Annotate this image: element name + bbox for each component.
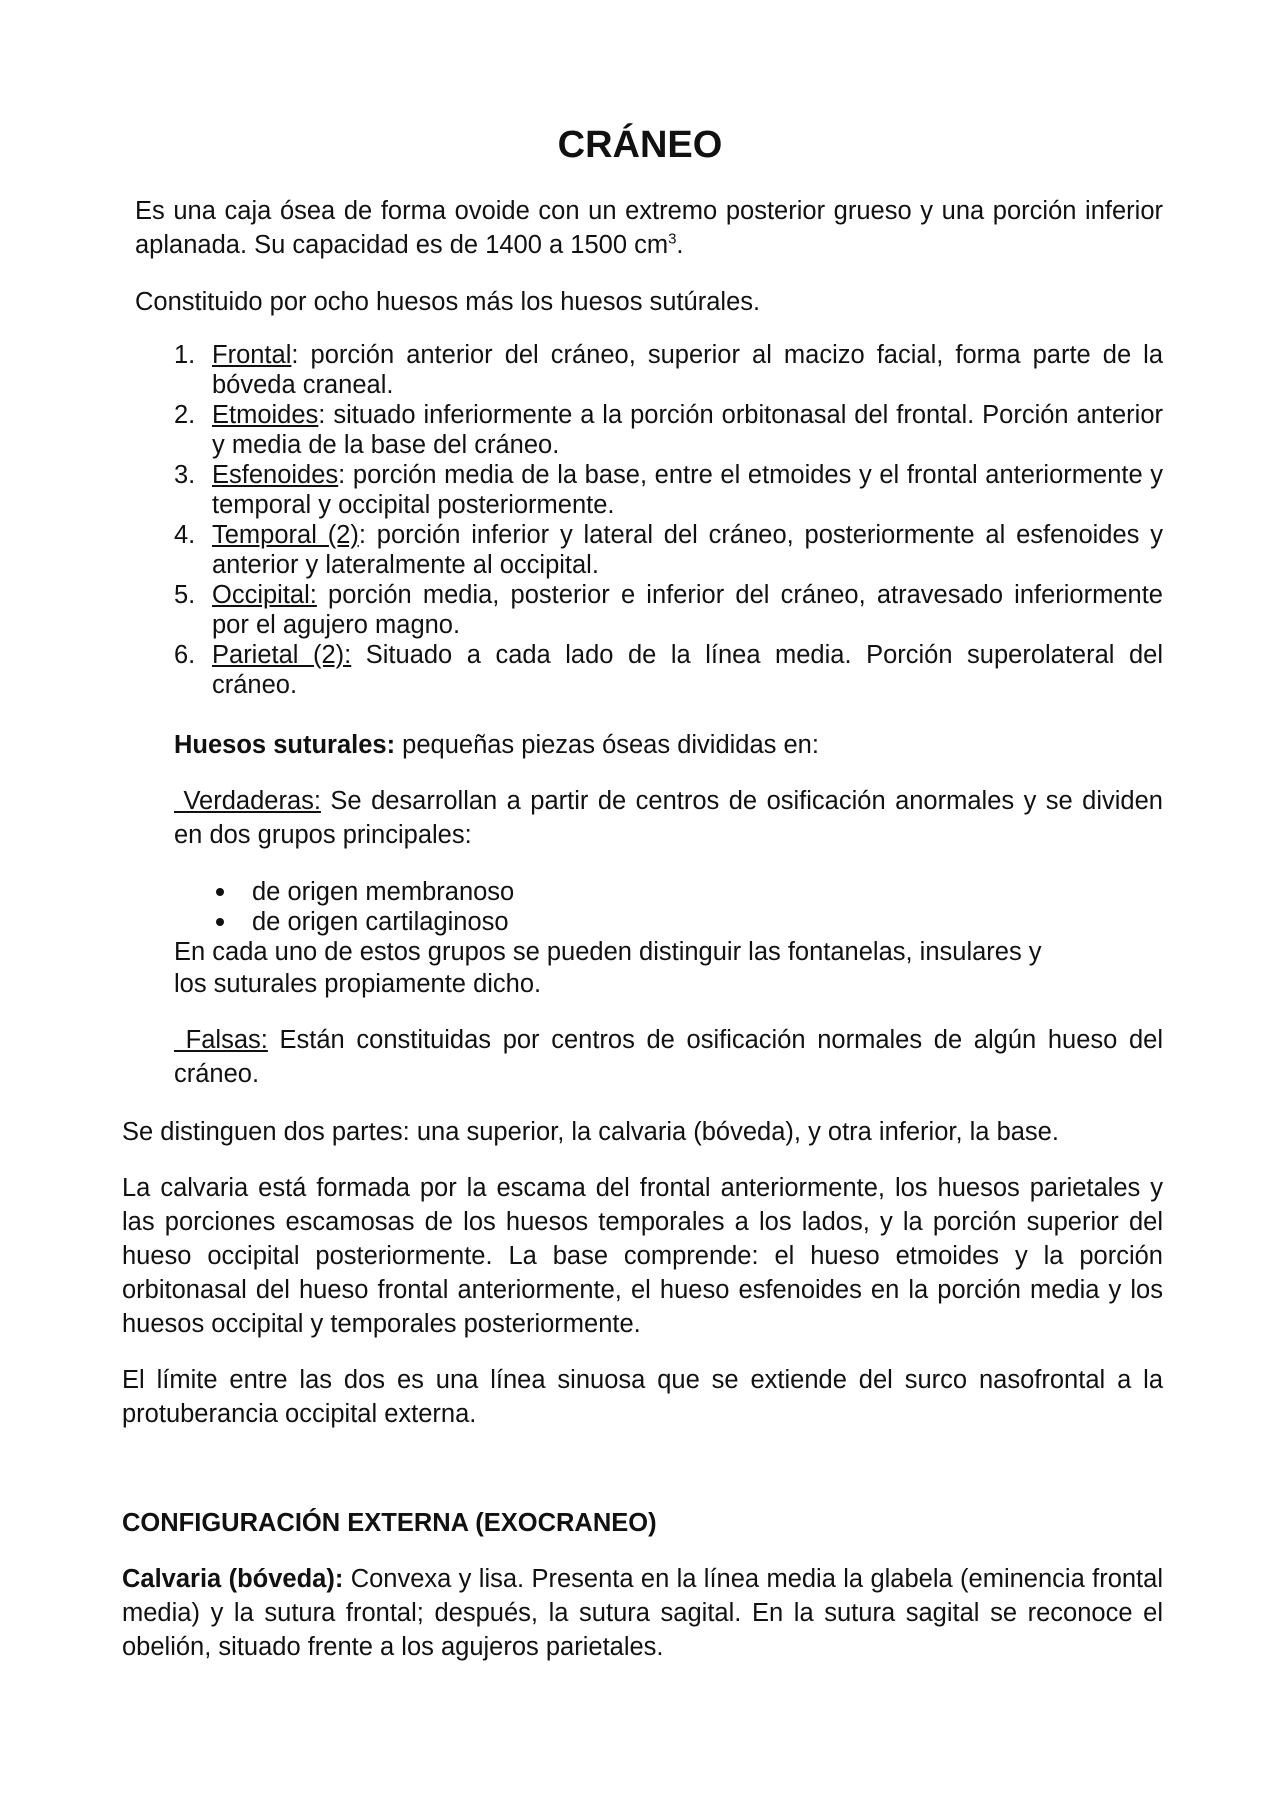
bone-description: porción inferior y lateral del cráneo, posteriormente al esfenoides y anterior y lateralmente al occipital. [212,521,1163,579]
suturales-paragraph [174,728,1163,762]
verdaderas-paragraph [174,784,1163,852]
origin-text: de origen membranoso [252,878,515,906]
groups-line: los suturales propiamente dicho. [174,970,542,998]
origin-text: de origen cartilaginoso [252,908,509,936]
intro-period: . [676,231,684,259]
list-number: 6. [174,641,196,669]
falsas-label: Falsas: [174,1026,268,1054]
suturales-text: pequeñas piezas óseas divididas en: [395,731,819,759]
list-item [174,640,1163,700]
verdaderas-label: Verdaderas: [174,787,321,815]
limite-paragraph [122,1363,1163,1431]
constitution-paragraph [135,285,1163,319]
list-number: 3. [174,461,196,489]
list-item: 3. Esfenoides: porción media de la base, entre el etmoides y el frontal anteriormente y temporal y occipital posteriormente. [174,461,1164,519]
partes-paragraph [122,1115,1163,1149]
list-item [174,580,1163,640]
limite-text: El límite entre las dos es una línea sinuosa que se extiende del surco nasofrontal a la protuberancia occipital externa. [122,1366,1163,1428]
suturales-label: Huesos suturales: [174,731,396,759]
calvaria-label: Calvaria (bóveda): [122,1565,344,1593]
list-number: 5. [174,581,196,609]
origin-list [212,877,1112,937]
bullet-icon [216,888,224,896]
calvaria-boveda-paragraph [122,1562,1163,1664]
groups-paragraph [174,937,1163,1001]
falsas-paragraph [174,1023,1163,1091]
bone-name: Etmoides [212,401,319,429]
bone-name: Esfenoides [212,461,339,489]
bone-description: porción media de la base, entre el etmoides y el frontal anteriormente y temporal y occipital posteriormente. [212,461,1164,519]
list-item: 4. Temporal (2): porción inferior y lateral del cráneo, posteriormente al esfenoides y anterior y lateralmente al occipital. [174,521,1163,579]
cubic-superscript: 3 [668,230,677,248]
list-item [212,877,1112,907]
partes-text: Se distinguen dos partes: una superior, la calvaria (bóveda), y otra inferior, la base. [122,1118,1059,1146]
falsas-text: Están constituidas por centros de osificación normales de algún hueso del cráneo. [174,1026,1163,1088]
intro-paragraph [135,194,1163,262]
page-title: CRÁNEO [557,124,723,166]
constitution-text: Constituido por ocho huesos más los huesos sutúrales. [135,288,761,316]
list-number: 4. [174,521,196,549]
bone-description: porción media, posterior e inferior del cráneo, atravesado inferiormente por el agujero magno. [212,581,1163,639]
section-heading-text: CONFIGURACIÓN EXTERNA (EXOCRANEO) [122,1509,657,1537]
list-number: 2. [174,401,196,429]
list-item [212,907,1112,937]
bone-name: Temporal (2) [212,521,359,549]
bone-name: Frontal [212,341,292,369]
calvaria-paragraph [122,1171,1163,1341]
calvaria-description: Convexa y lisa. Presenta en la línea media la glabela (eminencia frontal media) y la sutura frontal; después, la sutura sagital. En la sutura sagital se reconoce el obelión, situado frente a los agujeros parietales. [122,1565,1163,1661]
intro-text: Es una caja ósea de forma ovoide con un extremo posterior grueso y una porción inferior aplanada. Su capacidad es de 1400 a 1500 cm [135,197,1163,259]
list-number: 1. [174,341,196,369]
bone-name: Parietal (2): [212,641,352,669]
section-heading [122,1506,1163,1540]
bone-description: porción anterior del cráneo, superior al macizo facial, forma parte de la bóveda craneal. [212,341,1164,399]
bullet-icon [216,918,224,926]
bone-description: situado inferiormente a la porción orbitonasal del frontal. Porción anterior y media de la base del cráneo. [212,401,1163,459]
bone-description: Situado a cada lado de la línea media. Porción superolateral del cráneo. [212,641,1163,699]
bone-name: Occipital: [212,581,317,609]
calvaria-text: La calvaria está formada por la escama del frontal anteriormente, los huesos parietales y las porciones escamosas de los huesos temporales a los lados, y la porción superior del hueso occipital posteriormente. La base comprende: el hueso etmoides y la porción orbitonasal del hueso frontal anteriormente, el hueso esfenoides en la porción media y los huesos occipital y temporales posteriormente. [122,1174,1163,1338]
verdaderas-text: Se desarrollan a partir de centros de osificación anormales y se dividen en dos grupos principales: [174,787,1163,849]
bones-list [174,340,1163,700]
list-item: 2. Etmoides: situado inferiormente a la porción orbitonasal del frontal. Porción anterior y media de la base del cráneo. [174,401,1163,459]
list-item: 1. Frontal: porción anterior del cráneo, superior al macizo facial, forma parte de la bóveda craneal. [174,341,1164,399]
groups-line: En cada uno de estos grupos se pueden distinguir las fontanelas, insulares y [174,938,1042,966]
